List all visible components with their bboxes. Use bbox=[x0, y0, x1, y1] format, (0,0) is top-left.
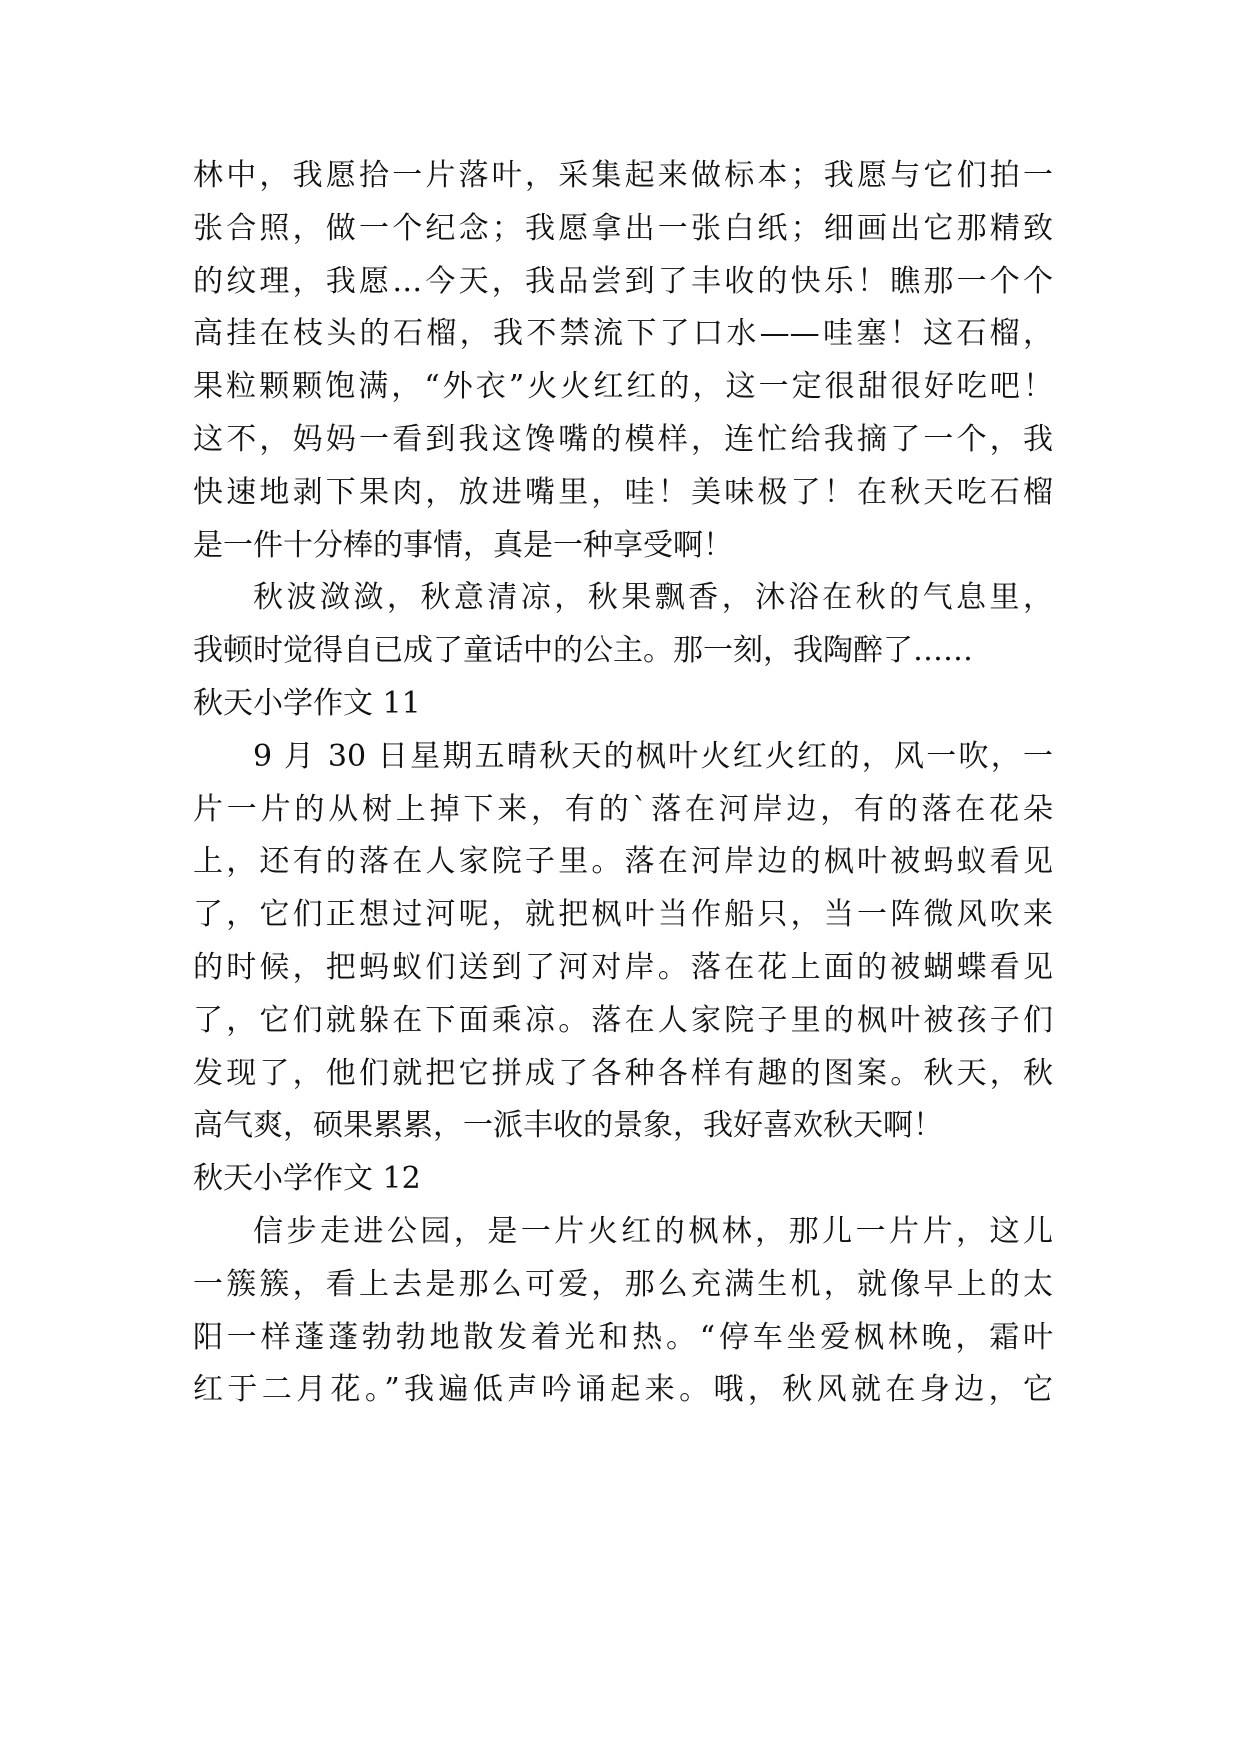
text-line: 了，它们就躲在下面乘凉。落在人家院子里的枫叶被孩子们 bbox=[193, 1002, 1053, 1038]
section-heading: 秋天小学作文 12 bbox=[193, 1161, 421, 1197]
text-line: 发现了，他们就把它拼成了各种各样有趣的图案。秋天，秋 bbox=[193, 1055, 1053, 1091]
text-line: 高气爽，硕果累累，一派丰收的景象，我好喜欢秋天啊！ bbox=[193, 1108, 943, 1144]
text-line: 信步走进公园，是一片火红的枫林，那儿一片片，这儿 bbox=[253, 1213, 1053, 1249]
text-line: 一簇簇，看上去是那么可爱，那么充满生机，就像早上的太 bbox=[193, 1266, 1053, 1302]
text-line: 这不，妈妈一看到我这馋嘴的模样，连忙给我摘了一个，我 bbox=[193, 421, 1053, 457]
text-line: 快速地剥下果肉，放进嘴里，哇！美味极了！在秋天吃石榴 bbox=[193, 474, 1053, 510]
text-line: 了，它们正想过河呢，就把枫叶当作船只，当一阵微风吹来 bbox=[193, 897, 1053, 933]
text-line: 秋波潋潋，秋意清凉，秋果飘香，沐浴在秋的气息里， bbox=[253, 580, 1053, 616]
text-line: 果粒颗颗饱满，“外衣”火火红红的，这一定很甜很好吃吧！ bbox=[193, 369, 1053, 405]
text-line: 是一件十分棒的事情，真是一种享受啊！ bbox=[193, 527, 733, 563]
text-line: 的纹理，我愿…今天，我品尝到了丰收的快乐！瞧那一个个 bbox=[193, 263, 1053, 299]
text-line: 的时候，把蚂蚁们送到了河对岸。落在花上面的被蝴蝶看见 bbox=[193, 949, 1053, 985]
essay-text bbox=[193, 150, 1053, 1417]
text-line: 红于二月花。”我遍低声吟诵起来。哦，秋风就在身边，它 bbox=[193, 1372, 1053, 1408]
text-line: 高挂在枝头的石榴，我不禁流下了口水——哇塞！这石榴， bbox=[193, 316, 1053, 352]
text-line: 阳一样蓬蓬勃勃地散发着光和热。“停车坐爱枫林晚，霜叶 bbox=[193, 1319, 1053, 1355]
text-line: 林中，我愿拾一片落叶，采集起来做标本；我愿与它们拍一 bbox=[193, 158, 1053, 193]
text-line: 9 月 30 日星期五晴秋天的枫叶火红火红的，风一吹，一 bbox=[253, 738, 1053, 774]
section-heading: 秋天小学作文 11 bbox=[193, 685, 421, 721]
text-line: 上，还有的落在人家院子里。落在河岸边的枫叶被蚂蚁看见 bbox=[193, 844, 1053, 880]
text-line: 我顿时觉得自已成了童话中的公主。那一刻，我陶醉了…… bbox=[193, 633, 973, 669]
text-line: 张合照，做一个纪念；我愿拿出一张白纸；细画出它那精致 bbox=[193, 210, 1053, 246]
text-line: 片一片的从树上掉下来，有的`落在河岸边，有的落在花朵 bbox=[193, 791, 1053, 827]
